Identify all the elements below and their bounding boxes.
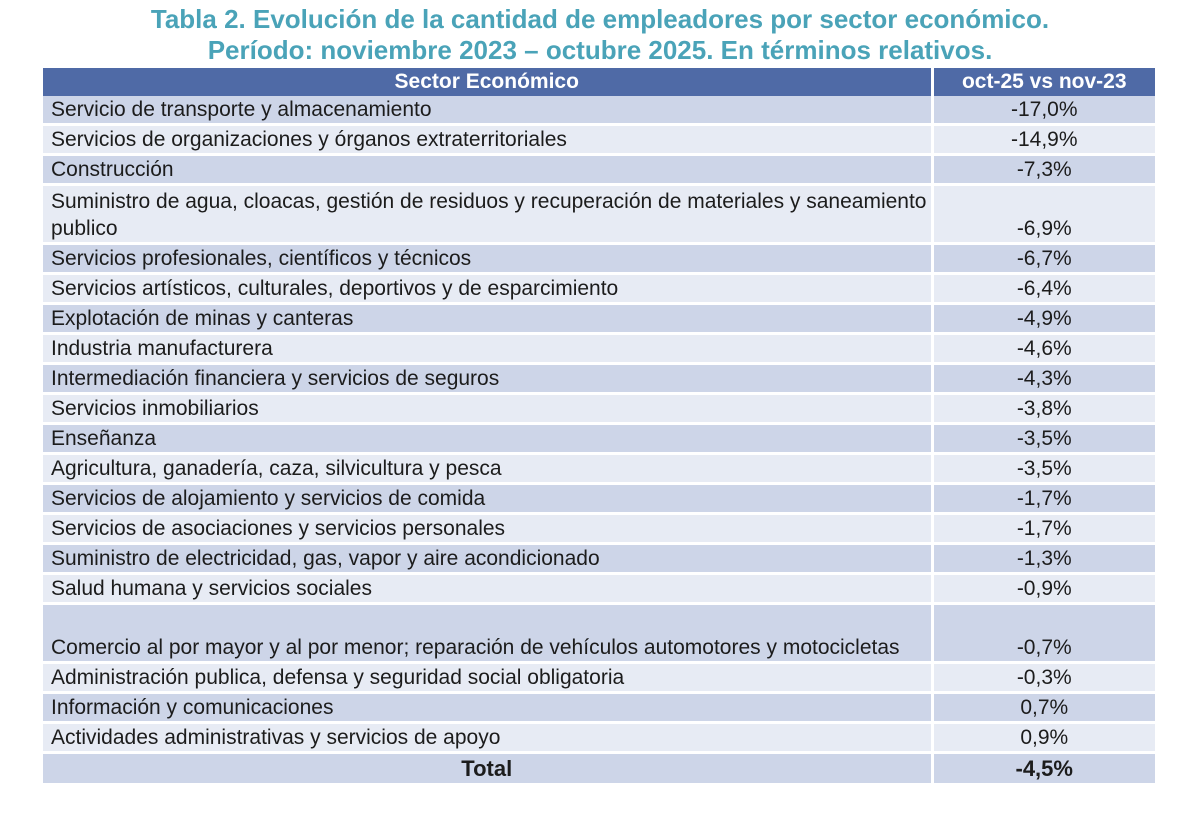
table-row xyxy=(43,364,1155,394)
sector-cell: Intermediación financiera y servicios de seguros xyxy=(43,364,932,394)
table-row xyxy=(43,604,1155,663)
table-row xyxy=(43,244,1155,274)
value-cell: -4,3% xyxy=(932,364,1155,394)
table-row xyxy=(43,693,1155,723)
table-row xyxy=(43,155,1155,185)
sector-cell: Construcción xyxy=(43,155,932,185)
sector-cell: Servicios de alojamiento y servicios de comida xyxy=(43,484,932,514)
table-title-line-2: Período: noviembre 2023 – octubre 2025. En términos relativos. xyxy=(207,35,993,65)
value-cell: -1,7% xyxy=(932,514,1155,544)
sector-cell: Industria manufacturera xyxy=(43,334,932,364)
sector-cell: Explotación de minas y canteras xyxy=(43,304,932,334)
sector-cell: Servicio de transporte y almacenamiento xyxy=(43,96,932,125)
table-row xyxy=(43,574,1155,604)
sector-cell: Servicios artísticos, culturales, deportivos y de esparcimiento xyxy=(43,274,932,304)
value-cell: -1,3% xyxy=(932,544,1155,574)
header-row xyxy=(43,68,1155,96)
value-cell: -0,9% xyxy=(932,574,1155,604)
value-cell: -6,4% xyxy=(932,274,1155,304)
value-cell: -0,7% xyxy=(932,604,1155,663)
header-value: oct-25 vs nov-23 xyxy=(932,68,1155,96)
value-cell: -3,5% xyxy=(932,454,1155,484)
table-row xyxy=(43,454,1155,484)
header-sector: Sector Económico xyxy=(43,68,932,96)
table-row xyxy=(43,484,1155,514)
total-row xyxy=(43,753,1155,784)
sector-cell: Servicios de asociaciones y servicios personales xyxy=(43,514,932,544)
value-cell: 0,7% xyxy=(932,693,1155,723)
sector-cell: Administración publica, defensa y seguridad social obligatoria xyxy=(43,663,932,693)
table-row xyxy=(43,334,1155,364)
sector-cell: Suministro de agua, cloacas, gestión de residuos y recuperación de materiales y saneamiento publico xyxy=(43,185,932,244)
sector-cell: Información y comunicaciones xyxy=(43,693,932,723)
value-cell: -3,5% xyxy=(932,424,1155,454)
table-row xyxy=(43,96,1155,125)
sector-cell: Servicios inmobiliarios xyxy=(43,394,932,424)
sector-cell: Comercio al por mayor y al por menor; reparación de vehículos automotores y motocicletas xyxy=(43,604,932,663)
table-row xyxy=(43,424,1155,454)
value-cell: -14,9% xyxy=(932,125,1155,155)
table-row xyxy=(43,274,1155,304)
value-cell: -4,6% xyxy=(932,334,1155,364)
employers-by-sector-table xyxy=(43,68,1155,783)
value-cell: -6,7% xyxy=(932,244,1155,274)
table-title-line-1: Tabla 2. Evolución de la cantidad de empleadores por sector económico. xyxy=(150,4,1050,34)
table-row xyxy=(43,723,1155,753)
value-cell: 0,9% xyxy=(932,723,1155,753)
table-row xyxy=(43,514,1155,544)
sector-cell: Enseñanza xyxy=(43,424,932,454)
sector-cell: Actividades administrativas y servicios de apoyo xyxy=(43,723,932,753)
sector-cell: Servicios de organizaciones y órganos extraterritoriales xyxy=(43,125,932,155)
value-cell: -3,8% xyxy=(932,394,1155,424)
table-row xyxy=(43,663,1155,693)
sector-cell: Servicios profesionales, científicos y técnicos xyxy=(43,244,932,274)
table-row xyxy=(43,185,1155,244)
sector-cell: Suministro de electricidad, gas, vapor y aire acondicionado xyxy=(43,544,932,574)
sector-cell: Agricultura, ganadería, caza, silvicultura y pesca xyxy=(43,454,932,484)
value-cell: -4,9% xyxy=(932,304,1155,334)
value-cell: -0,3% xyxy=(932,663,1155,693)
value-cell: -17,0% xyxy=(932,96,1155,125)
table-row xyxy=(43,125,1155,155)
table-row xyxy=(43,544,1155,574)
sector-cell: Salud humana y servicios sociales xyxy=(43,574,932,604)
total-label: Total xyxy=(43,753,932,784)
table-row xyxy=(43,394,1155,424)
table-row xyxy=(43,304,1155,334)
value-cell: -7,3% xyxy=(932,155,1155,185)
table-title xyxy=(0,4,1200,66)
total-value: -4,5% xyxy=(932,753,1155,784)
value-cell: -1,7% xyxy=(932,484,1155,514)
value-cell: -6,9% xyxy=(932,185,1155,244)
